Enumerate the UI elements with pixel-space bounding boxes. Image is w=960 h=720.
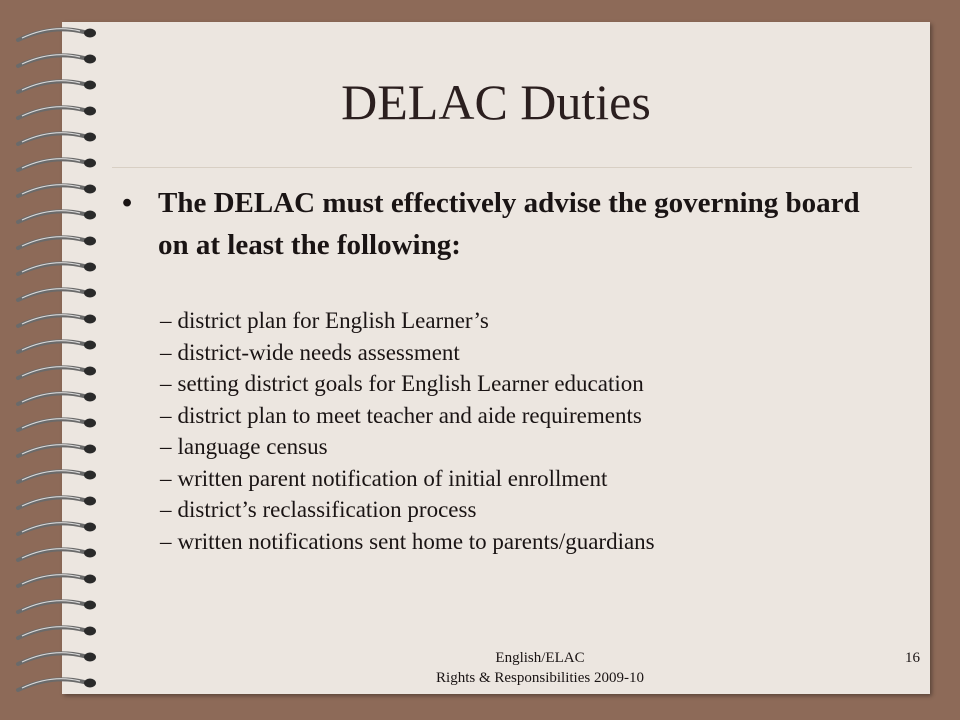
spiral-ring (18, 445, 84, 456)
list-item (160, 431, 900, 463)
binding-hole (84, 211, 96, 220)
list-item-text: district plan for English Learner’s (177, 308, 489, 333)
binding-hole (84, 471, 96, 480)
spiral-ring (18, 315, 84, 326)
spiral-ring (18, 133, 84, 144)
binding-hole (84, 55, 96, 64)
footer-line-2: Rights & Responsibilities 2009-10 (436, 670, 644, 686)
dash-icon: – (160, 465, 172, 491)
spiral-ring (18, 523, 84, 534)
dash-icon: – (160, 497, 172, 522)
spiral-ring (18, 211, 84, 222)
slide-number: 16 (905, 650, 920, 666)
bullet-icon: • (122, 187, 133, 219)
binding-hole (84, 575, 96, 584)
spiral-ring (18, 341, 84, 352)
binding-hole (84, 523, 96, 532)
duties-list (160, 305, 900, 557)
spiral-ring (18, 55, 84, 66)
list-item (160, 526, 900, 558)
spiral-ring (18, 679, 84, 690)
spiral-ring (18, 653, 84, 664)
binding-hole (84, 237, 96, 246)
dash-icon: – (160, 371, 172, 396)
spiral-ring (18, 185, 84, 196)
binding-hole (84, 29, 96, 38)
binding-hole (84, 289, 96, 298)
list-item-text: written notifications sent home to parents/guardians (177, 528, 655, 554)
binding-hole (84, 679, 96, 688)
list-item (160, 305, 900, 337)
list-item-text: district plan to meet teacher and aide requirements (177, 402, 642, 428)
spiral-ring (18, 419, 84, 430)
title-divider (112, 167, 912, 168)
dash-icon: – (160, 308, 172, 333)
list-item (160, 337, 900, 369)
dash-icon: – (160, 434, 172, 459)
list-item (160, 368, 900, 400)
spiral-ring (18, 237, 84, 248)
binding-hole (84, 393, 96, 402)
spiral-ring (18, 471, 84, 482)
spiral-ring (18, 367, 84, 378)
spiral-ring (18, 29, 84, 40)
spiral-ring (18, 575, 84, 586)
binding-hole (84, 263, 96, 272)
slide-footer (380, 648, 700, 688)
list-item (160, 494, 900, 526)
spiral-ring (18, 263, 84, 274)
spiral-ring (18, 627, 84, 638)
list-item-text: district-wide needs assessment (177, 339, 460, 365)
binding-hole (84, 627, 96, 636)
list-item (160, 400, 900, 432)
list-item-text: written parent notification of initial enrollment (177, 465, 608, 491)
spiral-ring (18, 159, 84, 170)
binding-hole (84, 497, 96, 506)
dash-icon: – (160, 339, 172, 365)
binding-hole (84, 367, 96, 376)
binding-hole (84, 653, 96, 662)
binding-hole (84, 341, 96, 350)
spiral-ring (18, 393, 84, 404)
spiral-ring (18, 601, 84, 612)
dash-icon: – (160, 402, 172, 428)
list-item-text: setting district goals for English Learner education (177, 371, 644, 396)
spiral-ring (18, 549, 84, 560)
list-item-text: district’s reclassification process (177, 497, 477, 522)
binding-hole (84, 601, 96, 610)
intro-text: The DELAC must effectively advise the governing board on at least the following: (158, 187, 860, 261)
footer-line-1: English/ELAC (495, 650, 585, 666)
list-item (160, 463, 900, 495)
binding-hole (84, 133, 96, 142)
slide-title: DELAC Duties (341, 74, 651, 130)
binding-hole (84, 445, 96, 454)
intro-bullet (122, 182, 882, 266)
binding-hole (84, 159, 96, 168)
spiral-ring (18, 289, 84, 300)
list-item-text: language census (177, 434, 328, 459)
dash-icon: – (160, 528, 172, 554)
binding-hole (84, 419, 96, 428)
binding-hole (84, 185, 96, 194)
spiral-ring (18, 497, 84, 508)
binding-hole (84, 549, 96, 558)
binding-hole (84, 315, 96, 324)
